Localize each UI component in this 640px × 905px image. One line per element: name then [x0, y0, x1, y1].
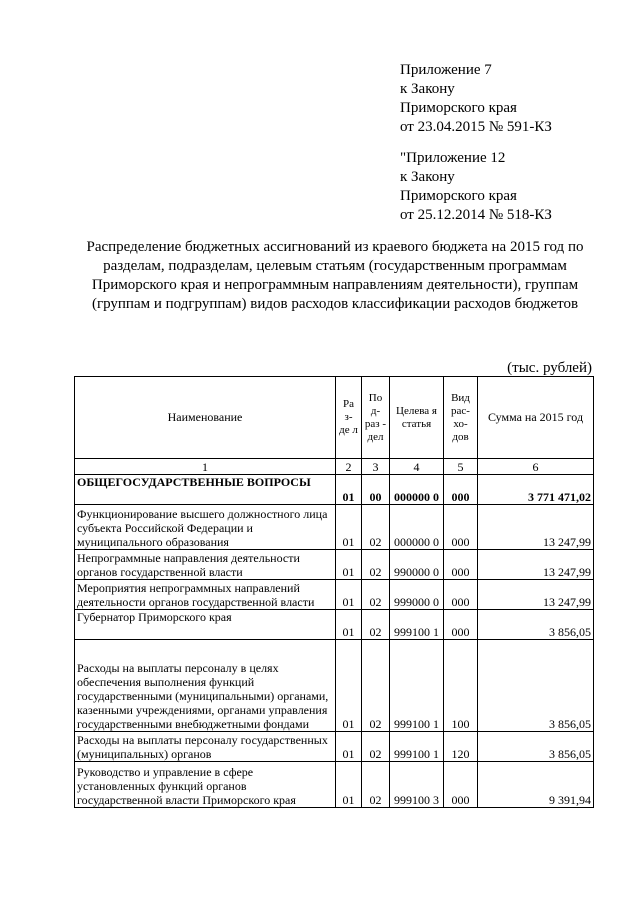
row-target-article: 990000 0	[390, 550, 444, 580]
appendix-12-line-1: "Приложение 12	[400, 150, 506, 166]
row-name: Расходы на выплаты персоналу государственных (муниципальных) органов	[75, 732, 336, 762]
document-title: Распределение бюджетных ассигнований из краевого бюджета на 2015 год по разделам, подразделам, целевым статьям (государственным программам Приморского края и непрограммным направлениям деятельности), группам (группам и подгруппам) видов расходов классификации расходов бюджетов	[86, 239, 584, 312]
row-section: 01	[336, 640, 362, 732]
column-number-row	[75, 459, 594, 475]
table-row	[75, 732, 594, 762]
row-expense-kind: 000	[444, 505, 478, 550]
table-row	[75, 640, 594, 732]
header-target-article: Целева я статья	[390, 377, 444, 459]
row-section: 01	[336, 550, 362, 580]
row-expense-kind: 000	[444, 762, 478, 808]
row-target-article: 999100 1	[390, 610, 444, 640]
row-target-article: 999100 3	[390, 762, 444, 808]
row-subsection: 00	[362, 475, 390, 505]
row-expense-kind: 000	[444, 475, 478, 505]
row-expense-kind: 000	[444, 610, 478, 640]
table-row	[75, 610, 594, 640]
row-sum: 3 771 471,02	[478, 475, 594, 505]
row-subsection: 02	[362, 580, 390, 610]
column-number: 4	[390, 459, 444, 475]
column-number: 1	[75, 459, 336, 475]
row-subsection: 02	[362, 505, 390, 550]
header-name: Наименование	[75, 377, 336, 459]
header-subsection: По д- раз - дел	[362, 377, 390, 459]
table-row	[75, 550, 594, 580]
row-target-article: 000000 0	[390, 505, 444, 550]
row-expense-kind: 000	[444, 580, 478, 610]
row-expense-kind: 100	[444, 640, 478, 732]
table-header-row	[75, 377, 594, 459]
row-sum: 3 856,05	[478, 640, 594, 732]
row-sum: 13 247,99	[478, 550, 594, 580]
appendix-7-line-3: Приморского края	[400, 100, 517, 116]
header-sum: Сумма на 2015 год	[478, 377, 594, 459]
column-number: 2	[336, 459, 362, 475]
row-sum: 9 391,94	[478, 762, 594, 808]
row-section: 01	[336, 580, 362, 610]
table-row	[75, 762, 594, 808]
row-subsection: 02	[362, 762, 390, 808]
row-expense-kind: 000	[444, 550, 478, 580]
row-target-article: 000000 0	[390, 475, 444, 505]
row-name: Мероприятия непрограммных направлений деятельности органов государственной власти	[75, 580, 336, 610]
appendix-12-reference	[400, 149, 552, 225]
appendix-7-reference	[400, 61, 552, 137]
row-section: 01	[336, 505, 362, 550]
column-number: 5	[444, 459, 478, 475]
row-subsection: 02	[362, 550, 390, 580]
row-target-article: 999100 1	[390, 732, 444, 762]
row-subsection: 02	[362, 640, 390, 732]
header-expense-kind: Вид рас- хо- дов	[444, 377, 478, 459]
row-name: Непрограммные направления деятельности органов государственной власти	[75, 550, 336, 580]
units-label: (тыс. рублей)	[507, 360, 592, 376]
row-expense-kind: 120	[444, 732, 478, 762]
row-section: 01	[336, 475, 362, 505]
appendix-7-line-4: от 23.04.2015 № 591-КЗ	[400, 119, 552, 135]
row-sum: 3 856,05	[478, 610, 594, 640]
row-name: Расходы на выплаты персоналу в целях обеспечения выполнения функций государственными (муниципальными) органами, казенными учреждениями, органами управления государственными внебюджетными фондами	[75, 640, 336, 732]
column-number: 6	[478, 459, 594, 475]
appendix-12-line-4: от 25.12.2014 № 518-КЗ	[400, 207, 552, 223]
row-section: 01	[336, 610, 362, 640]
row-target-article: 999000 0	[390, 580, 444, 610]
row-sum: 13 247,99	[478, 580, 594, 610]
row-name: Функционирование высшего должностного лица субъекта Российской Федерации и муниципального образования	[75, 505, 336, 550]
row-subsection: 02	[362, 732, 390, 762]
budget-table	[74, 376, 594, 808]
row-name: Руководство и управление в сфере установленных функций органов государственной власти Приморского края	[75, 762, 336, 808]
row-section: 01	[336, 732, 362, 762]
header-section: Ра з- де л	[336, 377, 362, 459]
column-number: 3	[362, 459, 390, 475]
row-name: Губернатор Приморского края	[75, 610, 336, 640]
row-name: ОБЩЕГОСУДАРСТВЕННЫЕ ВОПРОСЫ	[75, 475, 336, 505]
appendix-12-line-3: Приморского края	[400, 188, 517, 204]
appendix-7-line-1: Приложение 7	[400, 62, 492, 78]
row-sum: 13 247,99	[478, 505, 594, 550]
table-row	[75, 505, 594, 550]
row-target-article: 999100 1	[390, 640, 444, 732]
row-sum: 3 856,05	[478, 732, 594, 762]
row-subsection: 02	[362, 610, 390, 640]
row-section: 01	[336, 762, 362, 808]
appendix-7-line-2: к Закону	[400, 81, 455, 97]
appendix-12-line-2: к Закону	[400, 169, 455, 185]
table-row	[75, 475, 594, 505]
table-row	[75, 580, 594, 610]
